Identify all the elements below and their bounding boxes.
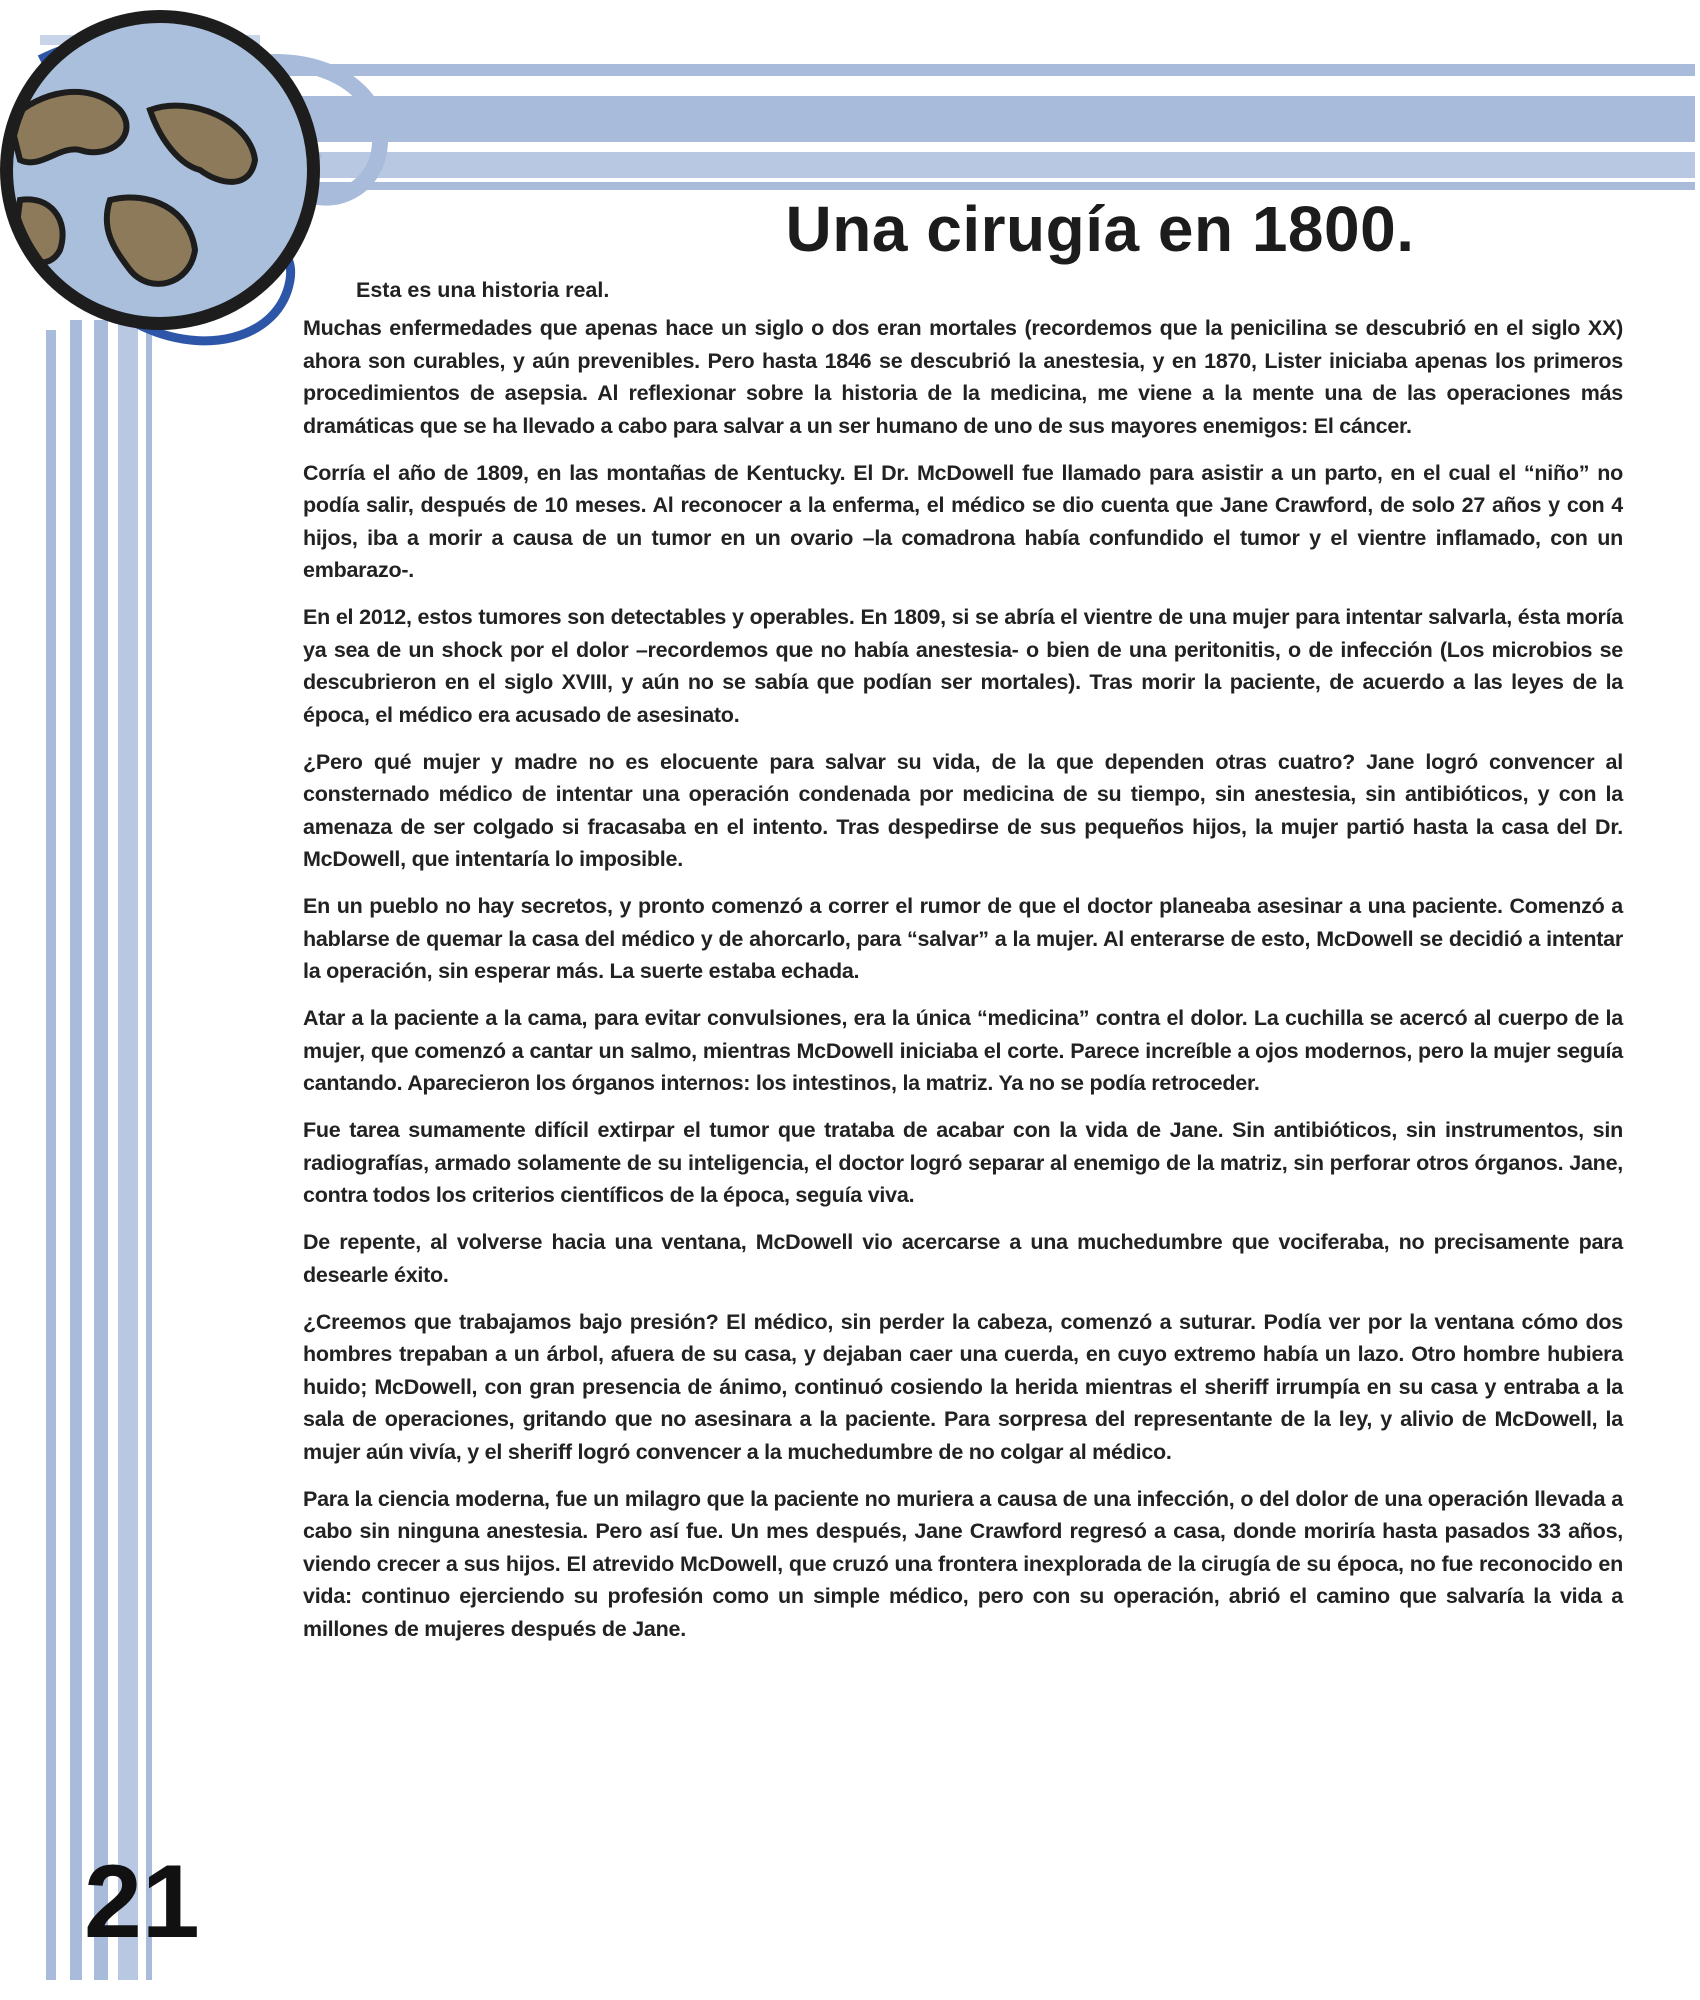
paragraph: Muchas enfermedades que apenas hace un siglo o dos eran mortales (recordemos que la penicilina se descubrió en el siglo XX) ahora son curables, y aún prevenibles. Pero hasta 1846 se descubrió la anestesia, y en 1870, Lister iniciaba apenas los primeros procedimientos de asepsia. Al reflexionar sobre la historia de la medicina, me viene a la mente una de las operaciones más dramáticas que se ha llevado a cabo para salvar a un ser humano de uno de sus mayores enemigos: El cáncer. <box>303 316 1623 438</box>
paragraph: ¿Creemos que trabajamos bajo presión? El médico, sin perder la cabeza, comenzó a suturar. Podía ver por la ventana cómo dos hombres trepaban a un árbol, afuera de su casa, y dejaban caer una cuerda, en cuyo extremo había un lazo. Otro hombre hubiera huido; McDowell, con gran presencia de ánimo, continuó cosiendo la herida mientras el sheriff irrumpía en su casa y entraba a la sala de operaciones, gritando que no asesinara a la paciente. Para sorpresa del representante de la ley, y alivio de McDowell, la mujer aún vivía, y el sheriff logró convencer a la muchedumbre de no colgar al médico. <box>303 1309 1623 1464</box>
article-body <box>303 312 1623 1660</box>
paragraph: Fue tarea sumamente difícil extirpar el tumor que trataba de acabar con la vida de Jane. Sin antibióticos, sin instrumentos, sin radiografías, armado solamente de su inteligencia, el doctor logró separar al enemigo de la matriz, sin perforar otros órganos. Jane, contra todos los criterios científicos de la época, seguía viva. <box>303 1118 1623 1207</box>
paragraph: Corría el año de 1809, en las montañas de Kentucky. El Dr. McDowell fue llamado para asistir a un parto, en el cual el “niño” no podía salir, después de 10 meses. Al reconocer a la enferma, el médico se dio cuenta que Jane Crawford, de solo 27 años y con 4 hijos, iba a morir a causa de un tumor en un ovario –la comadrona había confundido el tumor y el vientre inflamado, con un embarazo-. <box>303 460 1623 582</box>
intro-line: Esta es una historia real. <box>356 278 610 302</box>
globe-icon <box>0 10 320 330</box>
paragraph: En el 2012, estos tumores son detectables y operables. En 1809, si se abría el vientre de una mujer para intentar salvarla, ésta moría ya sea de un shock por el dolor –recordemos que no había anestesia- o bien de una peritonitis, o de infección (Los microbios se descubrieron en el siglo XVIII, y aún no se sabía que podían ser mortales). Tras morir la paciente, de acuerdo a las leyes de la época, el médico era acusado de asesinato. <box>303 605 1623 727</box>
left-frame-bars <box>46 320 152 1980</box>
paragraph: De repente, al volverse hacia una ventana, McDowell vio acercarse a una muchedumbre que vociferaba, no precisamente para desearle éxito. <box>303 1230 1623 1287</box>
paragraph: En un pueblo no hay secretos, y pronto comenzó a correr el rumor de que el doctor planeaba asesinar a una paciente. Comenzó a hablarse de quemar la casa del médico y de ahorcarlo, para “salvar” a la mujer. Al enterarse de esto, McDowell se decidió a intentar la operación, sin esperar más. La suerte estaba echada. <box>303 894 1623 983</box>
top-frame-bars <box>260 64 1695 190</box>
paragraph: ¿Pero qué mujer y madre no es elocuente para salvar su vida, de la que dependen otras cuatro? Jane logró convencer al consternado médico de intentar una operación condenada por medicina de su tiempo, sin anestesia, sin antibióticos, y con la amenaza de ser colgado si fracasaba en el intento. Tras despedirse de sus pequeños hijos, la mujer partió hasta la casa del Dr. McDowell, que intentaría lo imposible. <box>303 749 1623 871</box>
paragraph: Atar a la paciente a la cama, para evitar convulsiones, era la única “medicina” contra el dolor. La cuchilla se acercó al cuerpo de la mujer, que comenzó a cantar un salmo, mientras McDowell iniciaba el corte. Parece increíble a ojos modernos, pero la mujer seguía cantando. Aparecieron los órganos internos: los intestinos, la matriz. Ya no se podía retroceder. <box>303 1006 1623 1095</box>
paragraph: Para la ciencia moderna, fue un milagro que la paciente no muriera a causa de una infección, o del dolor de una operación llevada a cabo sin ninguna anestesia. Pero así fue. Un mes después, Jane Crawford regresó a casa, donde moriría hasta pasados 33 años, viendo crecer a sus hijos. El atrevido McDowell, que cruzó una frontera inexplorada de la cirugía de su época, no fue reconocido en vida: continuo ejerciendo su profesión como un simple médico, pero con su operación, abrió el camino que salvaría la vida a millones de mujeres después de Jane. <box>303 1486 1623 1641</box>
page-number: 21 <box>84 1844 200 1960</box>
page-title: Una cirugía en 1800. <box>785 193 1415 265</box>
